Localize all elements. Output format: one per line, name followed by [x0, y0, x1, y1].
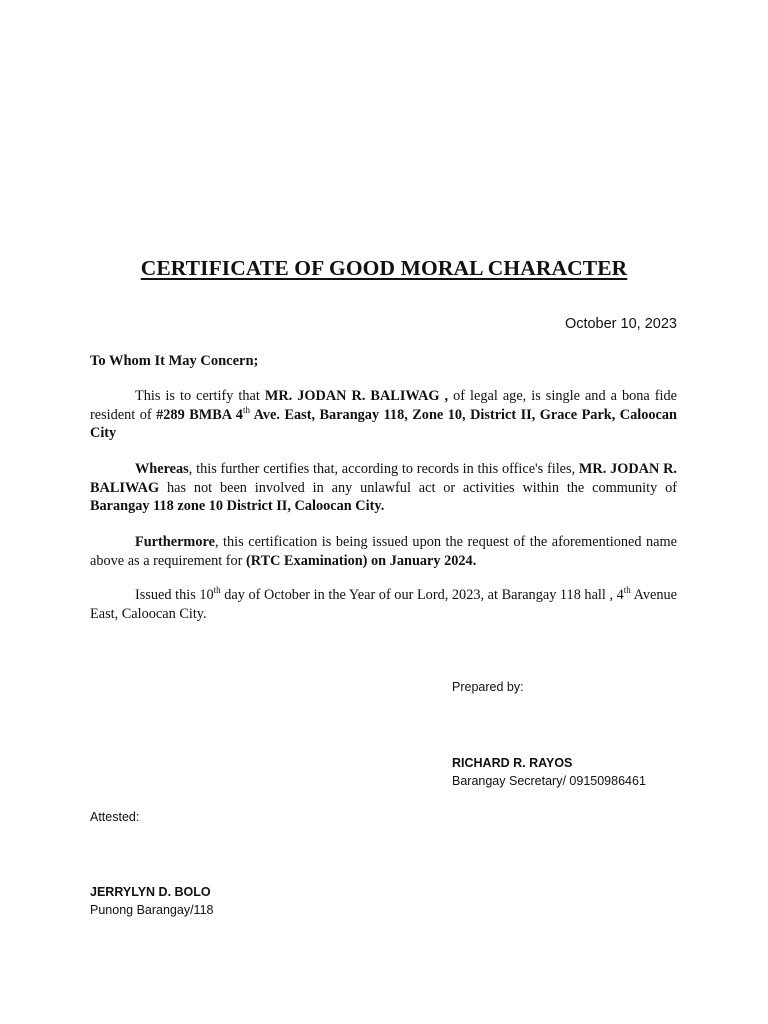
secretary-name: RICHARD R. RAYOS: [452, 756, 573, 770]
address-text: #289 BMBA 4: [156, 406, 243, 423]
issued-paragraph: [90, 586, 677, 623]
paragraph-text: Issued this 10: [135, 587, 214, 603]
paragraph-text: , this certification is being issued upon the request of the aforementioned name above as a requirement for: [90, 534, 677, 569]
ordinal-suffix: th: [242, 404, 250, 415]
paragraph-text: day of October in the Year of our Lord, 2023, at Barangay 118 hall , 4: [220, 587, 624, 603]
address-text: Ave. East, Barangay 118, Zone 10, District II, Grace Park, Caloocan City: [90, 406, 677, 441]
paragraph-text: Avenue East, Caloocan City.: [90, 587, 677, 622]
attested-label: Attested:: [90, 810, 140, 824]
punong-barangay-title: Punong Barangay/118: [90, 903, 214, 917]
certification-paragraph: [90, 387, 677, 443]
whereas-keyword: Whereas: [135, 461, 189, 477]
furthermore-keyword: Furthermore: [135, 534, 215, 550]
paragraph-text: , this further certifies that, according to records in this office's files,: [188, 461, 579, 477]
document-date: October 10, 2023: [564, 316, 677, 332]
ordinal-suffix: th: [623, 585, 631, 596]
prepared-by-label: Prepared by:: [452, 680, 524, 694]
paragraph-text: has not been involved in any unlawful act or activities within the community of: [159, 479, 677, 496]
secretary-title: Barangay Secretary/ 09150986461: [452, 774, 646, 788]
paragraph-text: This is to certify that: [135, 388, 265, 404]
purpose-text: (RTC Examination) on January 2024.: [246, 552, 477, 569]
ordinal-suffix: th: [213, 585, 221, 596]
document-title: CERTIFICATE OF GOOD MORAL CHARACTER: [140, 256, 628, 280]
whereas-paragraph: [90, 460, 677, 516]
punong-barangay-name: JERRYLYN D. BOLO: [90, 885, 211, 899]
person-name: MR. JODAN R. BALIWAG ,: [264, 388, 449, 404]
person-name: MR. JODAN R. BALIWAG: [90, 461, 677, 496]
furthermore-paragraph: [90, 533, 677, 570]
paragraph-text: of legal age, is single and a bona fide resident of: [90, 388, 677, 423]
salutation: To Whom It May Concern;: [90, 353, 259, 369]
community-text: Barangay 118 zone 10 District II, Caloocan City.: [90, 498, 385, 514]
